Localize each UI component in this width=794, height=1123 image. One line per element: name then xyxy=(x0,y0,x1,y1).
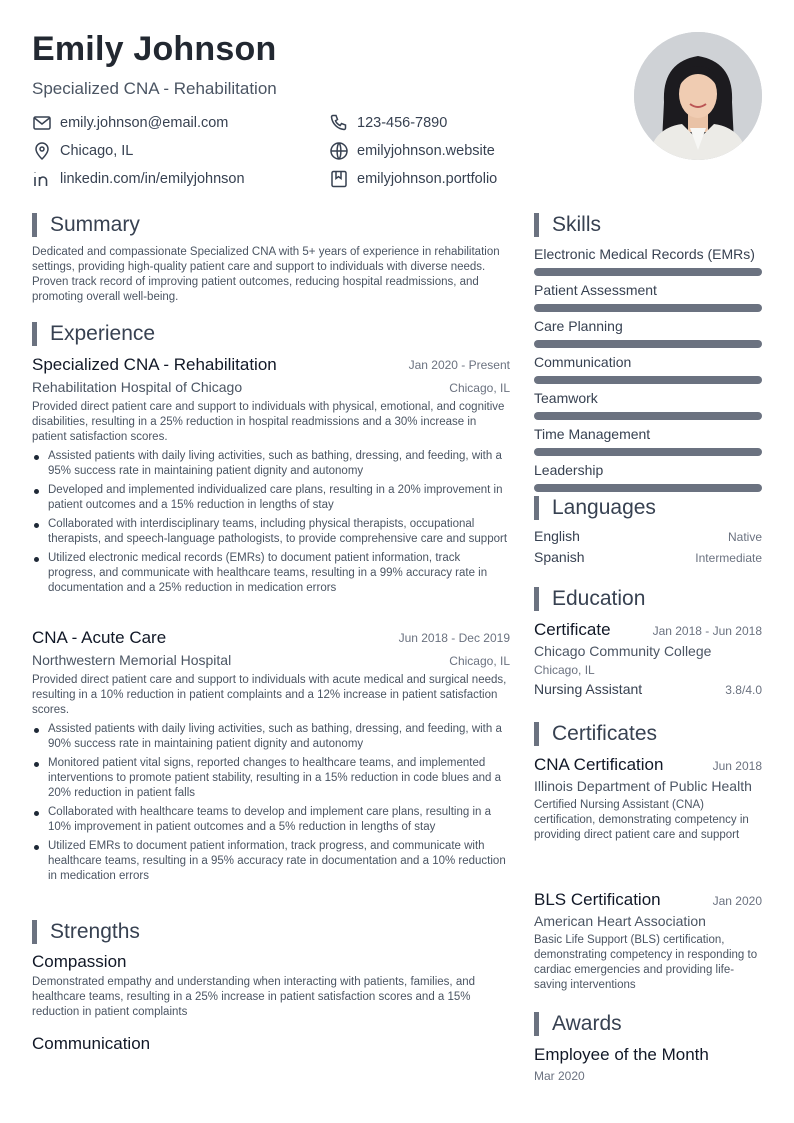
job-company: Rehabilitation Hospital of Chicago xyxy=(32,379,243,395)
section-accent-bar xyxy=(534,722,539,746)
list-item: Developed and implemented individualized care plans, resulting in a 20% improvement in patient outcomes and a 15% reduction in lengths of stay xyxy=(32,483,510,513)
languages-list xyxy=(534,528,762,570)
certificate-text: Basic Life Support (BLS) certification, demonstrating competency in responding to cardiac emergencies and providing life-saving interventions xyxy=(534,934,758,991)
strength-entry xyxy=(32,1034,510,1054)
section-accent-bar xyxy=(534,213,539,237)
job-title: CNA - Acute Care xyxy=(32,628,167,647)
list-item: Collaborated with healthcare teams to develop and implement care plans, resulting in a 10% improvement in patient outcomes and a 5% reduction in lengths of stay xyxy=(32,805,510,835)
education-title: Education xyxy=(552,587,646,610)
job-description: Provided direct patient care and support to individuals with acute medical and surgical needs, resulting in a 10% reduction in patient complaints and a 12% increase in patient satisfaction scores. xyxy=(32,674,507,716)
skill-name: Communication xyxy=(534,354,632,370)
certificate-name: CNA Certification xyxy=(534,755,664,774)
list-item: Assisted patients with daily living activities, such as bathing, dressing, and feeding, with a 90% success rate in maintaining patient dignity and autonomy xyxy=(32,722,510,752)
education-degree: Certificate xyxy=(534,620,611,639)
email-text: emily.johnson@email.com xyxy=(60,115,229,131)
linkedin-text: linkedin.com/in/emilyjohnson xyxy=(60,171,245,187)
certificate-issuer: Illinois Department of Public Health xyxy=(534,778,752,794)
skill-level-bar xyxy=(534,412,762,420)
education-dates: Jan 2018 - Jun 2018 xyxy=(652,624,762,638)
skill-level-bar xyxy=(534,484,762,492)
skill-item xyxy=(534,246,762,276)
strength-name: Communication xyxy=(32,1034,151,1053)
education-field: Nursing Assistant xyxy=(534,681,643,697)
skill-item xyxy=(534,462,762,492)
contact-email[interactable] xyxy=(32,112,228,134)
phone-icon xyxy=(329,113,349,133)
strength-text: Demonstrated empathy and understanding when interacting with patients, families, and healthcare teams, resulting in a 25% increase in patient satisfaction scores and a 15% reduction in patient complaints xyxy=(32,976,476,1018)
skill-item xyxy=(534,318,762,348)
languages-heading xyxy=(534,496,656,520)
awards-title: Awards xyxy=(552,1012,622,1035)
profile-photo xyxy=(634,32,762,160)
skill-name: Patient Assessment xyxy=(534,282,657,298)
skill-item xyxy=(534,426,762,456)
award-name: Employee of the Month xyxy=(534,1045,709,1064)
education-school: Chicago Community College xyxy=(534,643,712,659)
certificate-head xyxy=(534,890,762,910)
education-location: Chicago, IL xyxy=(534,663,595,677)
language-level: Intermediate xyxy=(695,551,762,565)
portfolio-text: emilyjohnson.portfolio xyxy=(357,171,498,187)
certificate-entry xyxy=(534,890,762,993)
language-item xyxy=(534,549,762,570)
education-gpa: 3.8/4.0 xyxy=(725,683,762,697)
experience-heading xyxy=(32,322,155,346)
job-location: Chicago, IL xyxy=(449,381,510,395)
skills-list xyxy=(534,246,762,492)
skill-level-bar xyxy=(534,376,762,384)
contact-list xyxy=(32,112,592,198)
skill-level-bar xyxy=(534,268,762,276)
candidate-title: Specialized CNA - Rehabilitation xyxy=(32,79,277,98)
skill-name: Care Planning xyxy=(534,318,623,334)
skill-item xyxy=(534,354,762,384)
job-dates: Jun 2018 - Dec 2019 xyxy=(398,631,510,645)
summary-heading xyxy=(32,213,140,237)
job-entry xyxy=(32,628,510,888)
list-item: Utilized electronic medical records (EMRs) to document patient information, track progress, and communicate with healthcare teams, resulting in a 99% accuracy rate in documentation and a 25% reduction in medication errors xyxy=(32,551,510,596)
skill-level-bar xyxy=(534,448,762,456)
education-entry xyxy=(534,620,762,697)
job-location: Chicago, IL xyxy=(449,654,510,668)
contact-phone[interactable] xyxy=(329,112,447,134)
education-degree-row xyxy=(534,620,762,640)
skill-name: Teamwork xyxy=(534,390,598,406)
certificates-title: Certificates xyxy=(552,722,658,745)
list-item: Utilized EMRs to document patient information, track progress, and communicate with healthcare teams, resulting in a 95% accuracy rate in documentation and a 10% reduction in medication errors xyxy=(32,839,510,884)
certificate-head xyxy=(534,755,762,775)
skill-item xyxy=(534,390,762,420)
contact-location xyxy=(32,140,133,162)
section-accent-bar xyxy=(534,496,539,520)
strength-entry xyxy=(32,952,510,1020)
experience-title: Experience xyxy=(50,322,156,345)
summary-title: Summary xyxy=(50,213,140,236)
section-accent-bar xyxy=(32,920,37,944)
certificate-issuer: American Heart Association xyxy=(534,913,706,929)
skill-name: Time Management xyxy=(534,426,651,442)
linkedin-icon xyxy=(32,169,52,189)
globe-icon xyxy=(329,141,349,161)
location-pin-icon xyxy=(32,141,52,161)
website-text: emilyjohnson.website xyxy=(357,143,495,159)
skills-heading xyxy=(534,213,601,237)
list-item: Monitored patient vital signs, reported changes to healthcare teams, and implemented interventions to promote patient stability, resulting in a 15% reduction in code blues and a 20% reduction in patient falls xyxy=(32,756,510,801)
strengths-heading xyxy=(32,920,140,944)
award-date: Mar 2020 xyxy=(534,1069,585,1083)
contact-portfolio[interactable] xyxy=(329,168,497,190)
job-company: Northwestern Memorial Hospital xyxy=(32,652,232,668)
skill-level-bar xyxy=(534,304,762,312)
job-entry xyxy=(32,355,510,600)
location-text: Chicago, IL xyxy=(60,143,134,159)
job-bullets xyxy=(32,449,510,596)
language-level: Native xyxy=(727,530,762,544)
skill-level-bar xyxy=(534,340,762,348)
job-description: Provided direct patient care and support to individuals with physical, emotional, and cognitive disabilities, resulting in a 25% reduction in hospital readmissions and a 30% increase in patient satisfaction scores. xyxy=(32,401,505,443)
contact-linkedin[interactable] xyxy=(32,168,245,190)
strength-name: Compassion xyxy=(32,952,127,971)
skill-name: Electronic Medical Records (EMRs) xyxy=(534,246,755,262)
job-dates: Jan 2020 - Present xyxy=(408,358,510,372)
section-accent-bar xyxy=(534,1012,539,1036)
certificate-text: Certified Nursing Assistant (CNA) certification, demonstrating competency in providing direct patient care and support xyxy=(534,799,749,841)
certificates-heading xyxy=(534,722,657,746)
summary-text: Dedicated and compassionate Specialized CNA with 5+ years of experience in rehabilitation settings, providing high-quality patient care and support to individuals with diverse needs. Proven track record of improving patient outcomes, reducing hospital readmissions, and promoting overall well-being. xyxy=(32,246,500,303)
list-item: Assisted patients with daily living activities, such as bathing, dressing, and feeding, with a 95% success rate in maintaining patient dignity and autonomy xyxy=(32,449,510,479)
contact-website[interactable] xyxy=(329,140,495,162)
education-heading xyxy=(534,587,645,611)
section-accent-bar xyxy=(534,587,539,611)
language-name: English xyxy=(534,528,580,544)
phone-text: 123-456-7890 xyxy=(357,115,448,131)
languages-title: Languages xyxy=(552,496,656,519)
education-field-row xyxy=(534,681,762,697)
list-item: Collaborated with interdisciplinary teams, including physical therapists, occupational therapists, and speech-language pathologists, to provide comprehensive care and support xyxy=(32,517,510,547)
candidate-name: Emily Johnson xyxy=(32,30,277,68)
job-title: Specialized CNA - Rehabilitation xyxy=(32,355,277,374)
mail-icon xyxy=(32,113,52,133)
certificate-entry xyxy=(534,755,762,843)
award-entry xyxy=(534,1045,762,1083)
skills-title: Skills xyxy=(552,213,602,236)
language-name: Spanish xyxy=(534,549,585,565)
section-accent-bar xyxy=(32,213,37,237)
certificate-name: BLS Certification xyxy=(534,890,661,909)
section-accent-bar xyxy=(32,322,37,346)
job-bullets xyxy=(32,722,510,884)
skill-item xyxy=(534,282,762,312)
portfolio-icon xyxy=(329,169,349,189)
certificate-date: Jun 2018 xyxy=(712,759,762,773)
skill-name: Leadership xyxy=(534,462,604,478)
strengths-title: Strengths xyxy=(50,920,140,943)
awards-heading xyxy=(534,1012,622,1036)
certificate-date: Jan 2020 xyxy=(712,894,762,908)
language-item xyxy=(534,528,762,549)
